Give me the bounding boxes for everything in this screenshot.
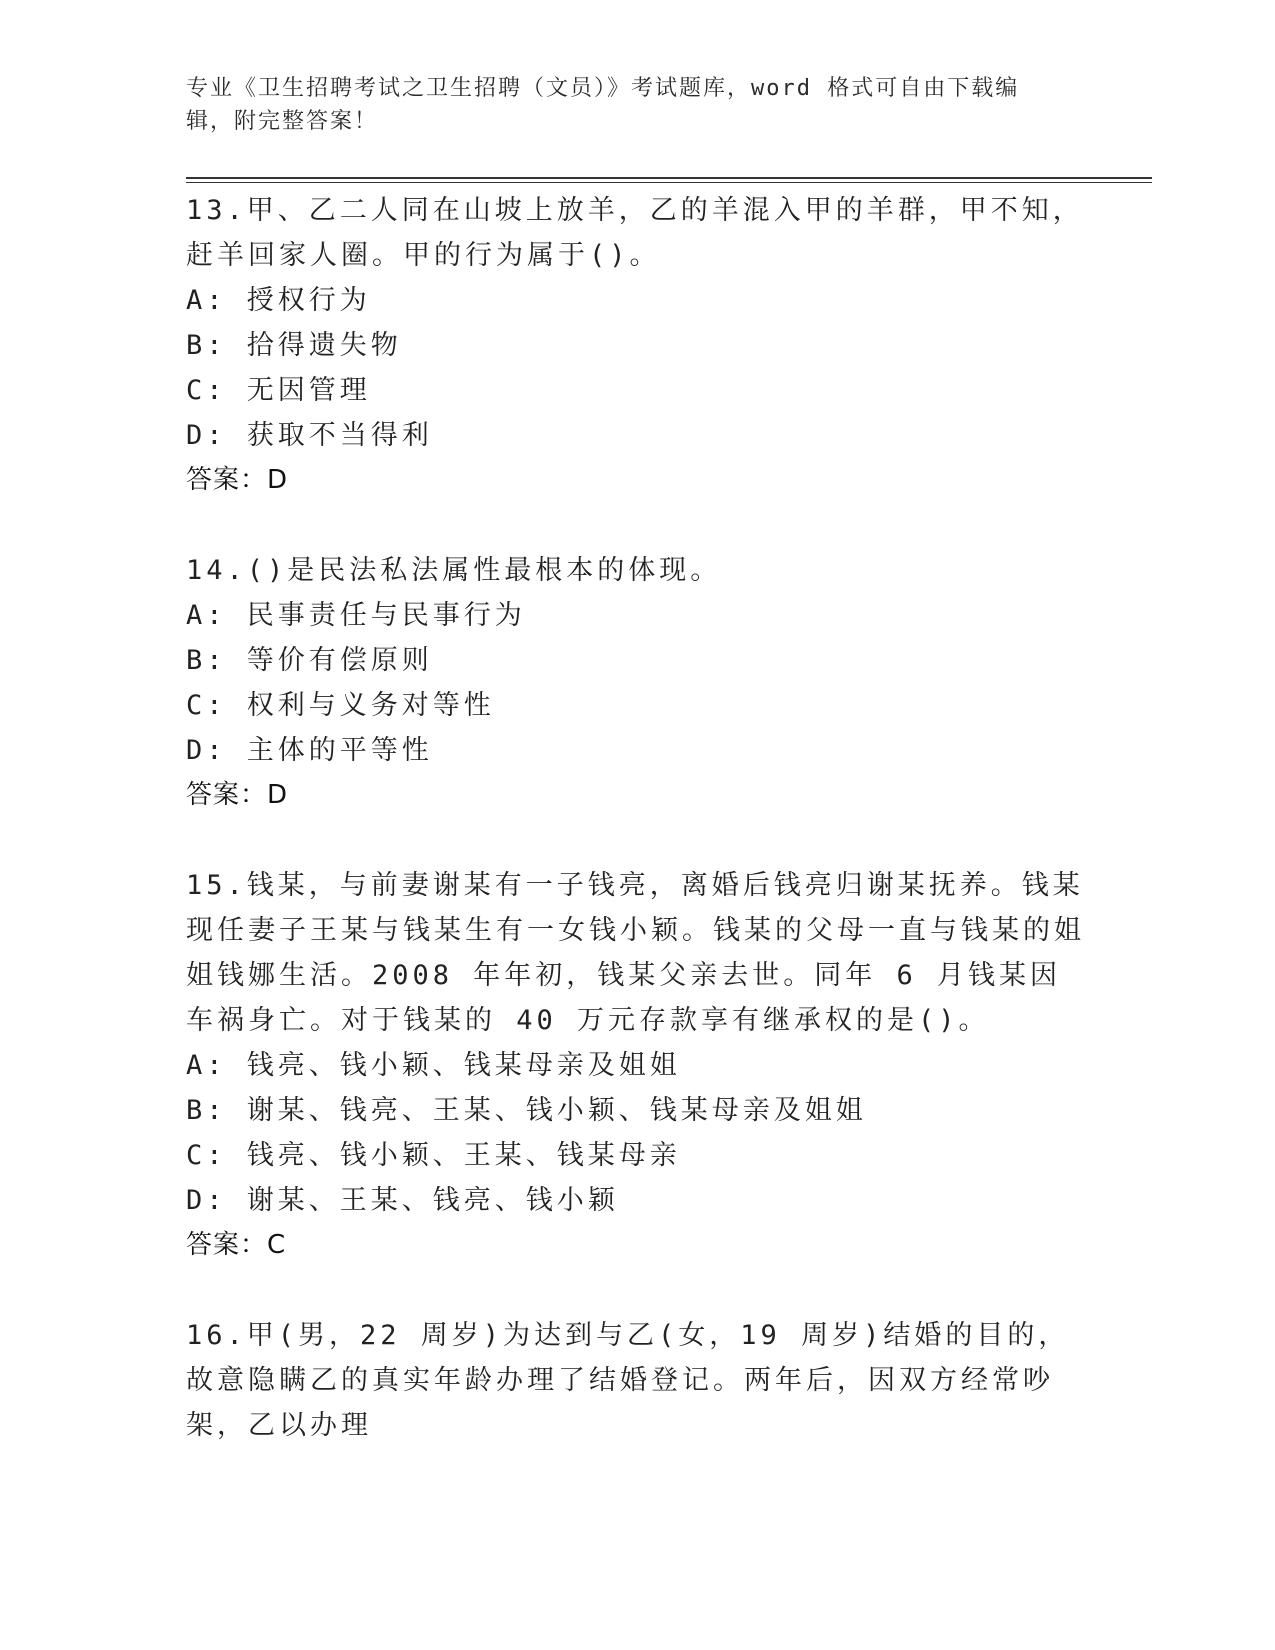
option-key: D (186, 1185, 207, 1216)
option-c (186, 368, 1086, 413)
option-key: C (186, 375, 207, 406)
option-text: 获取不当得利 (246, 420, 433, 451)
option-text: 权利与义务对等性 (246, 690, 495, 721)
answer-line: 答案：C (186, 1230, 287, 1260)
answer-line: 答案：D (186, 465, 289, 495)
header-divider-thick (186, 177, 1152, 179)
option-text: 钱亮、钱小颖、王某、钱某母亲 (246, 1140, 681, 1171)
answer-line: 答案：D (186, 780, 289, 810)
option-text: 拾得遗失物 (246, 330, 402, 361)
question-13 (186, 188, 1086, 503)
option-d (186, 1178, 1086, 1223)
option-text: 谢某、王某、钱亮、钱小颖 (246, 1185, 619, 1216)
option-key: D (186, 420, 207, 451)
question-text: 14.()是民法私法属性最根本的体现。 (186, 555, 722, 586)
option-separator: : (206, 285, 247, 316)
option-separator: : (206, 600, 247, 631)
question-text: 13.甲、乙二人同在山坡上放羊，乙的羊混入甲的羊群，甲不知，赶羊回家人圈。甲的行为属于()。 (186, 195, 1084, 271)
option-text: 无因管理 (246, 375, 371, 406)
option-separator: : (206, 1050, 247, 1081)
question-text: 15.钱某，与前妻谢某有一子钱亮，离婚后钱亮归谢某抚养。钱某现任妻子王某与钱某生有一女钱小颖。钱某的父母一直与钱某的姐姐钱娜生活。2008 年年初，钱某父亲去世。同年 6 月钱某因车祸身亡。对于钱某的 40 万元存款享有继承权的是()。 (186, 870, 1085, 1036)
option-c (186, 1133, 1086, 1178)
option-separator: : (206, 420, 247, 451)
question-list (186, 188, 1086, 1493)
option-separator: : (206, 1140, 247, 1171)
option-key: A (186, 285, 207, 316)
option-a (186, 278, 1086, 323)
option-separator: : (206, 330, 247, 361)
option-text: 授权行为 (246, 285, 371, 316)
option-separator: : (206, 1185, 247, 1216)
option-separator: : (206, 1095, 247, 1126)
option-b (186, 1088, 1086, 1133)
option-key: C (186, 690, 207, 721)
option-separator: : (206, 645, 247, 676)
option-text: 钱亮、钱小颖、钱某母亲及姐姐 (246, 1050, 681, 1081)
option-d (186, 413, 1086, 458)
option-key: A (186, 600, 207, 631)
question-16 (186, 1313, 1086, 1448)
option-key: B (186, 330, 207, 361)
option-separator: : (206, 735, 247, 766)
option-text: 民事责任与民事行为 (246, 600, 526, 631)
option-c (186, 683, 1086, 728)
option-b (186, 323, 1086, 368)
option-text: 谢某、钱亮、王某、钱小颖、钱某母亲及姐姐 (246, 1095, 867, 1126)
option-key: B (186, 645, 207, 676)
option-key: D (186, 735, 207, 766)
option-text: 等价有偿原则 (246, 645, 433, 676)
option-a (186, 593, 1086, 638)
option-a (186, 1043, 1086, 1088)
question-text: 16.甲(男，22 周岁)为达到与乙(女，19 周岁)结婚的目的，故意隐瞒乙的真实年龄办理了结婚登记。两年后，因双方经常吵架，乙以办理 (186, 1320, 1070, 1441)
question-15 (186, 863, 1086, 1268)
option-d (186, 728, 1086, 773)
option-text: 主体的平等性 (246, 735, 433, 766)
option-key: A (186, 1050, 207, 1081)
option-key: B (186, 1095, 207, 1126)
header-divider-thin (186, 182, 1152, 183)
option-separator: : (206, 690, 247, 721)
question-14 (186, 548, 1086, 818)
option-b (186, 638, 1086, 683)
option-separator: : (206, 375, 247, 406)
option-key: C (186, 1140, 207, 1171)
document-header: 专业《卫生招聘考试之卫生招聘（文员）》考试题库，word 格式可自由下载编辑，附完整答案！ (186, 76, 1020, 134)
